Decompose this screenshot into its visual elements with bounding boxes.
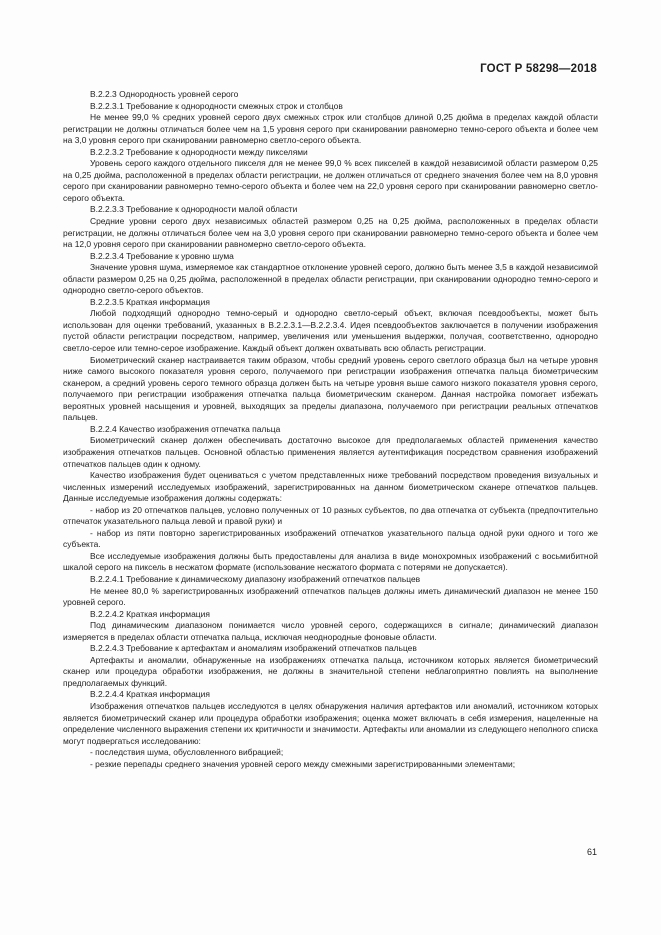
page-number: 61 (586, 847, 597, 857)
subsection-heading: B.2.2.4.2 Краткая информация (90, 608, 210, 619)
paragraph: Значение уровня шума, измеряемое как стандартное отклонение уровней серого, должно быть менее 3,5 в каждой независимой области размером 0,25 на 0,25 дюйма, расположенной в пределах области регистрации, при сканировании однородно темно-серого и однородно светло-серого объектов. (63, 262, 598, 296)
paragraph: Уровень серого каждого отдельного пикселя для не менее 99,0 % всех пикселей в каждой независимой области размером 0,25 на 0,25 дюйма, расположенной в пределах области регистрации, не должен отличаться от среднего значения более чем на 8,0 уровня серого при сканировании равномерно темно-серого объекта и более чем на 22,0 уровня серого при сканировании равномерно светло-серого объекта. (63, 158, 598, 203)
section-heading: B.2.2.3 Однородность уровней серого (90, 89, 239, 99)
subsection-heading: B.2.2.3.5 Краткая информация (90, 296, 210, 307)
paragraph: Изображения отпечатков пальцев исследуются в целях обнаружения наличия артефактов или аномалий, источником которых является биометрический сканер или процедура обработки изображения; оценка может включать в себя измерения, нацеленные на определение численного выражения степени их критичности и значимости. Артефакты или аномалии из следующего неполного списка могут подвергаться исследованию: (63, 700, 598, 746)
paragraph: Любой подходящий однородно темно-серый и однородно светло-серый объект, включая псевдообъекты, может быть использован для оценки требований, указанных в B.2.2.3.1—B.2.2.3.4. Идея псевдообъектов заключается в получении изображения пустой области регистрации посредством, например, увеличения или уменьшения выдержки, получая, соответственно, однородно светло-серое или темно-серое изображение. Каждый объект должен охватывать всю область регистрации. (63, 308, 598, 354)
list-item: - набор из 20 отпечатков пальцев, условно полученных от 10 разных субъектов, по два отпечатка от субъекта (предпочтительно отпечаток указательного пальца левой и правой руки) и (63, 504, 598, 527)
list-item: - последствия шума, обусловленного вибрацией; (90, 747, 284, 758)
paragraph: Артефакты и аномалии, обнаруженные на изображениях отпечатка пальца, источником которых является биометрический сканер или процедура обработки изображения, не должны в значительной степени неблагоприятно повлиять на выполнение предполагаемых функций. (63, 654, 598, 688)
subsection-heading: B.2.2.4.4 Краткая информация (90, 689, 210, 700)
subsection-heading: B.2.2.3.4 Требование к уровню шума (90, 250, 234, 261)
subsection-heading: B.2.2.3.1 Требование к однородности смежных строк и столбцов (90, 100, 343, 111)
list-item: - набор из пяти повторно зарегистрированных изображений отпечатков указательного пальца одной руки одного и того же субъекта. (63, 527, 598, 550)
paragraph: Не менее 99,0 % средних уровней серого двух смежных строк или столбцов длиной 0,25 дюйма в пределах каждой области регистрации не должны отличаться более чем на 1,5 уровня серого при сканировании равномерно темно-серого объекта и более чем на 3,0 уровня серого при сканировании равномерно светло-серого объекта. (63, 112, 598, 146)
paragraph: Все исследуемые изображения должны быть предоставлены для анализа в виде монохромных изображений с восьмибитной шкалой серого на пиксель в несжатом формате (использование несжатого формата с потерями не допускается). (63, 550, 598, 573)
document-body (63, 89, 598, 770)
section-heading: B.2.2.4 Качество изображения отпечатка пальца (90, 423, 281, 434)
paragraph: Под динамическим диапазоном понимается число уровней серого, содержащихся в сигнале; динамический диапазон измеряется в пределах области отпечатка пальца, исключая неоднородные фоновые области. (63, 620, 598, 642)
paragraph: Биометрический сканер должен обеспечивать достаточно высокое для предполагаемых областей применения качество изображения отпечатков пальцев. Основной областью применения является аутентификация посредством сравнения изображений отпечатков пальцев один к одному. (63, 435, 598, 469)
list-item: - резкие перепады среднего значения уровней серого между смежными зарегистрированными элементами; (90, 758, 516, 769)
paragraph: Биометрический сканер настраивается таким образом, чтобы средний уровень серого светлого образца был на четыре уровня ниже самого высокого показателя уровня серого, получаемого при регистрации изображения отпечатка пальца биометрическим сканером, а средний уровень серого темного образца должен быть на четыре уровня выше самого низкого показателя уровня серого, получаемого при регистрации изображения отпечатка пальца биометрическим сканером. Данная настройка помогает избежать вероятных уровней насыщения и уровней, выходящих за пределы диапазона, получаемого при регистрации реальных отпечатков пальцев. (63, 354, 598, 423)
paragraph: Качество изображения будет оцениваться с учетом представленных ниже требований посредством проведения визуальных и численных измерений исследуемых изображений, зарегистрированных на данном биометрическом сканере отпечатков пальцев. Данные исследуемые изображения должны содержать: (63, 470, 598, 504)
paragraph: Средние уровни серого двух независимых областей размером 0,25 на 0,25 дюйма, расположенных в пределах области регистрации, не должны отличаться более чем на 3,0 уровня серого при сканировании равномерно темно-серого объекта и более чем на 12,0 уровня серого при сканировании равномерно светло-серого объекта. (63, 216, 598, 250)
subsection-heading: B.2.2.4.3 Требование к артефактам и аномалиям изображений отпечатков пальцев (90, 643, 417, 654)
paragraph: Не менее 80,0 % зарегистрированных изображений отпечатков пальцев должны иметь динамический диапазон не менее 150 уровней серого. (63, 585, 598, 608)
subsection-heading: B.2.2.3.3 Требование к однородности малой области (90, 204, 298, 215)
subsection-heading: B.2.2.3.2 Требование к однородности между пикселями (90, 146, 308, 157)
subsection-heading: B.2.2.4.1 Требование к динамическому диапазону изображений отпечатков пальцев (90, 573, 421, 584)
standard-designation: ГОСТ Р 58298—2018 (480, 63, 597, 75)
